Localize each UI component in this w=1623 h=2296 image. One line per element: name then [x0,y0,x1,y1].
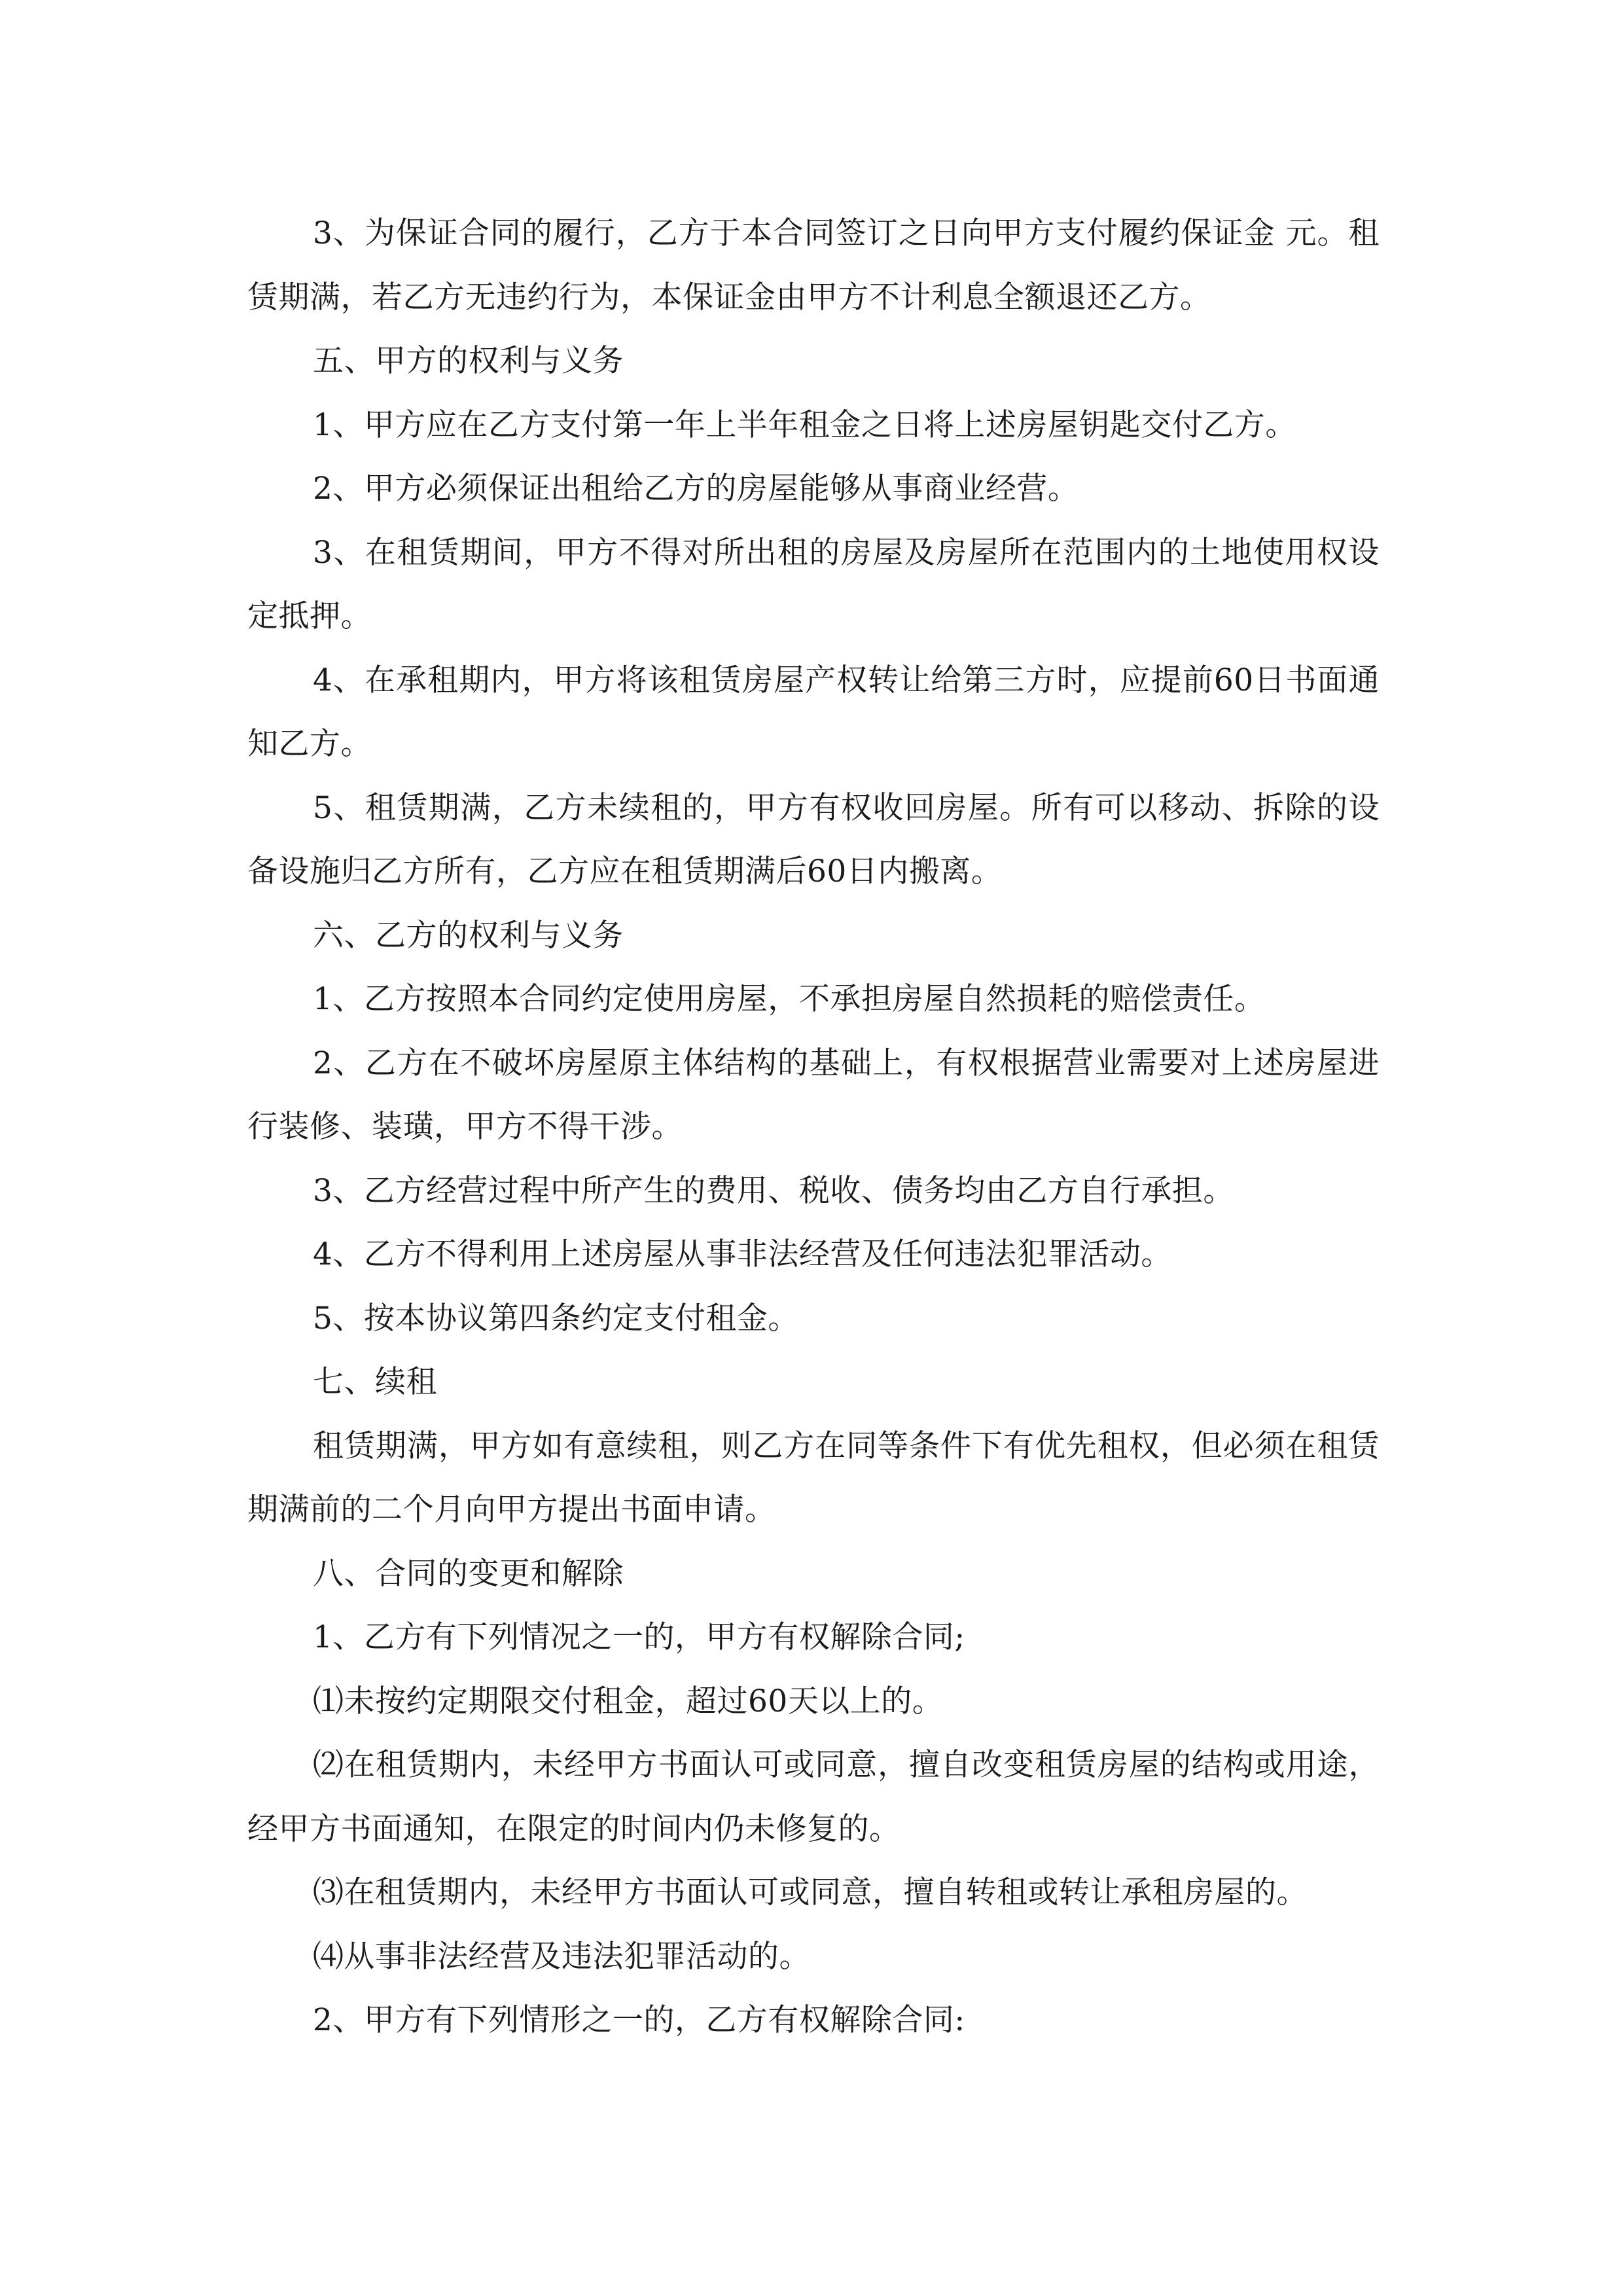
contract-body [247,202,1380,2053]
section-6-heading: 六、乙方的权利与义务 [313,917,624,954]
clause-6-1: 1、乙方按照本合同约定使用房屋，不承担房屋自然损耗的赔偿责任。 [313,981,1266,1017]
section-5-heading: 五、甲方的权利与义务 [313,343,624,379]
clause-8-1: 1、乙方有下列情况之一的，甲方有权解除合同; [313,1619,965,1655]
clause-6-5: 5、按本协议第四条约定支付租金。 [313,1300,799,1336]
clause-6-2: 2、乙方在不破坏房屋原主体结构的基础上，有权根据营业需要对上述房屋进行装修、装璜，甲方不得干涉。 [247,1045,1380,1145]
clause-6-3: 3、乙方经营过程中所产生的费用、税收、债务均由乙方自行承担。 [313,1172,1234,1209]
clause-7-body: 租赁期满，甲方如有意续租，则乙方在同等条件下有优先租权，但必须在租赁期满前的二个月向甲方提出书面申请。 [247,1427,1380,1528]
clause-8-1-item-2: ⑵在租赁期内，未经甲方书面认可或同意，擅自改变租赁房屋的结构或用途，经甲方书面通知，在限定的时间内仍未修复的。 [247,1747,1380,1847]
section-8-heading: 八、合同的变更和解除 [313,1555,624,1592]
clause-5-3: 3、在租赁期间，甲方不得对所出租的房屋及房屋所在范围内的土地使用权设定抵押。 [247,534,1380,634]
clause-8-1-item-3: ⑶在租赁期内，未经甲方书面认可或同意，擅自转租或转让承租房屋的。 [313,1874,1308,1910]
clause-8-2: 2、甲方有下列情形之一的，乙方有权解除合同: [313,2002,965,2038]
section-7-heading: 七、续租 [313,1364,437,1400]
clause-4-3-deposit: 3、为保证合同的履行，乙方于本合同签订之日向甲方支付履约保证金 元。租赁期满，若乙方无违约行为，本保证金由甲方不计利息全额退还乙方。 [247,215,1380,315]
clause-6-4: 4、乙方不得利用上述房屋从事非法经营及任何违法犯罪活动。 [313,1236,1172,1272]
clause-8-1-item-1: ⑴未按约定期限交付租金，超过60天以上的。 [313,1683,944,1719]
clause-5-1: 1、甲方应在乙方支付第一年上半年租金之日将上述房屋钥匙交付乙方。 [313,406,1296,443]
clause-5-4: 4、在承租期内，甲方将该租赁房屋产权转让给第三方时，应提前60日书面通知乙方。 [247,662,1380,762]
clause-5-5: 5、租赁期满，乙方未续租的，甲方有权收回房屋。所有可以移动、拆除的设备设施归乙方所有，乙方应在租赁期满后60日内搬离。 [247,789,1380,889]
clause-5-2: 2、甲方必须保证出租给乙方的房屋能够从事商业经营。 [313,471,1079,507]
clause-8-1-item-4: ⑷从事非法经营及违法犯罪活动的。 [313,1938,810,1975]
